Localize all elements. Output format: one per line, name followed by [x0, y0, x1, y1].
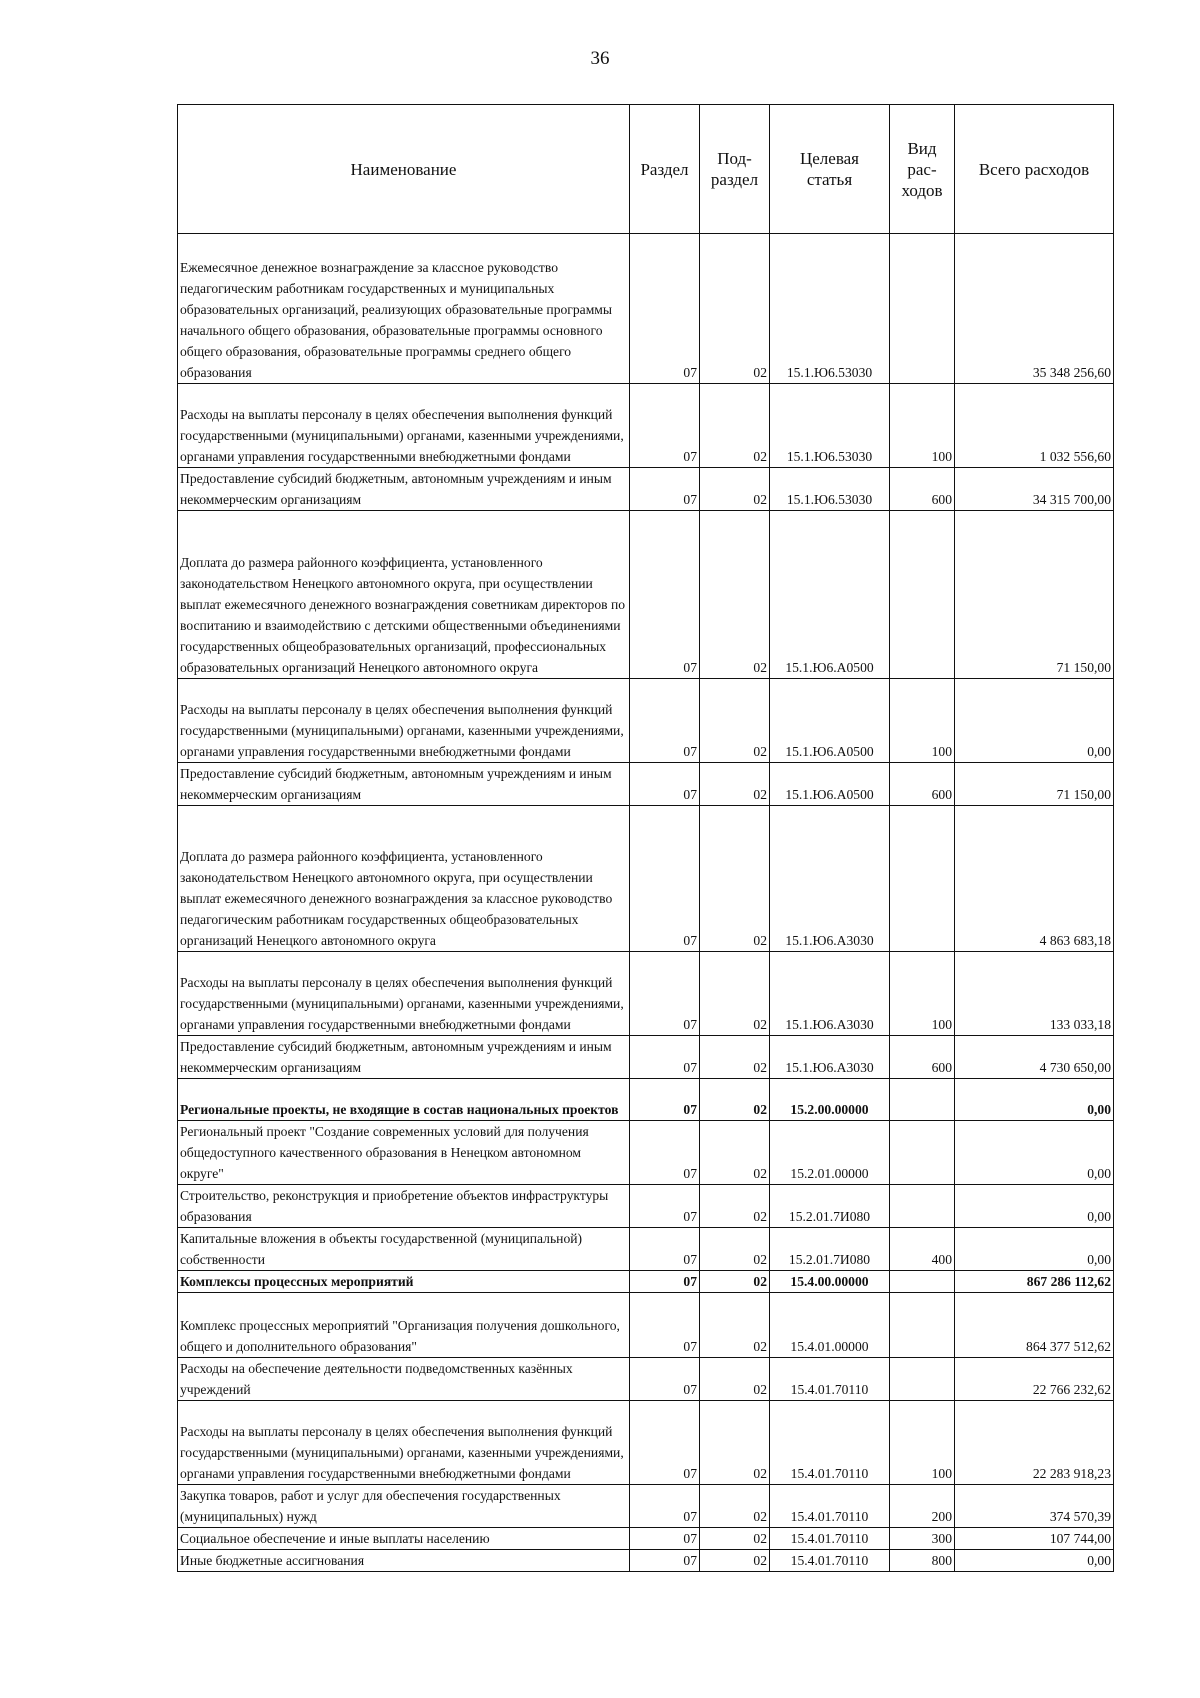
row-name-text: Предоставление субсидий бюджетным, автономным учреждениям и иным некоммерческим организациям [180, 1039, 612, 1075]
row-name [178, 1401, 630, 1485]
row-target: 15.4.01.70110 [770, 1358, 890, 1401]
header-section: Раздел [630, 105, 700, 234]
row-expense-type: 300 [890, 1528, 955, 1550]
row-name-text: Расходы на выплаты персоналу в целях обеспечения выполнения функций государственными (муниципальными) органами, казенными учреждениями, органами управления государственными внебюджетными фондами [180, 407, 624, 464]
header-total: Всего расходов [955, 105, 1114, 234]
row-target: 15.4.01.00000 [770, 1293, 890, 1358]
table-row [178, 1036, 1114, 1079]
row-name-text: Социальное обеспечение и иные выплаты населению [180, 1531, 490, 1546]
table-row [178, 1293, 1114, 1358]
row-name [178, 234, 630, 384]
row-name [178, 1036, 630, 1079]
row-subsection: 02 [700, 1228, 770, 1271]
table-row [178, 384, 1114, 468]
row-expense-type [890, 806, 955, 952]
row-section: 07 [630, 763, 700, 806]
row-name [178, 1528, 630, 1550]
row-expense-type: 100 [890, 679, 955, 763]
table-row [178, 1121, 1114, 1185]
row-target: 15.4.01.70110 [770, 1550, 890, 1572]
row-section: 07 [630, 384, 700, 468]
row-total: 107 744,00 [955, 1528, 1114, 1550]
row-subsection: 02 [700, 1079, 770, 1121]
row-name [178, 468, 630, 511]
row-subsection: 02 [700, 384, 770, 468]
row-total: 35 348 256,60 [955, 234, 1114, 384]
row-subsection: 02 [700, 806, 770, 952]
row-name [178, 1228, 630, 1271]
row-expense-type [890, 1121, 955, 1185]
header-row [178, 105, 1114, 234]
table-row [178, 806, 1114, 952]
table-body [178, 234, 1114, 1572]
row-name-text: Строительство, реконструкция и приобретение объектов инфраструктуры образования [180, 1188, 609, 1224]
row-name [178, 1121, 630, 1185]
row-name-text: Капитальные вложения в объекты государственной (муниципальной) собственности [180, 1231, 583, 1267]
table-row [178, 1079, 1114, 1121]
row-subsection: 02 [700, 1036, 770, 1079]
row-expense-type [890, 234, 955, 384]
row-total: 4 863 683,18 [955, 806, 1114, 952]
row-expense-type: 600 [890, 1036, 955, 1079]
row-subsection: 02 [700, 1528, 770, 1550]
row-expense-type [890, 1079, 955, 1121]
row-subsection: 02 [700, 1485, 770, 1528]
row-section: 07 [630, 952, 700, 1036]
row-name [178, 1271, 630, 1293]
row-name [178, 1185, 630, 1228]
row-target: 15.1.Ю6.А3030 [770, 1036, 890, 1079]
row-section: 07 [630, 511, 700, 679]
row-section: 07 [630, 1185, 700, 1228]
row-name [178, 1358, 630, 1401]
row-name [178, 1485, 630, 1528]
row-target: 15.2.01.7И080 [770, 1185, 890, 1228]
row-section: 07 [630, 234, 700, 384]
row-total: 864 377 512,62 [955, 1293, 1114, 1358]
row-expense-type: 200 [890, 1485, 955, 1528]
row-name-text: Расходы на выплаты персоналу в целях обеспечения выполнения функций государственными (муниципальными) органами, казенными учреждениями, органами управления государственными внебюджетными фондами [180, 702, 624, 759]
table-row [178, 1401, 1114, 1485]
row-name [178, 1550, 630, 1572]
row-total: 867 286 112,62 [955, 1271, 1114, 1293]
row-target: 15.4.01.70110 [770, 1528, 890, 1550]
header-expense-type: Вид рас- ходов [890, 105, 955, 234]
row-target: 15.1.Ю6.53030 [770, 234, 890, 384]
row-name-text: Закупка товаров, работ и услуг для обеспечения государственных (муниципальных) нужд [180, 1488, 561, 1524]
table-row [178, 763, 1114, 806]
row-subsection: 02 [700, 1121, 770, 1185]
row-expense-type [890, 511, 955, 679]
row-name-text: Ежемесячное денежное вознаграждение за классное руководство педагогическим работникам государственных и муниципальных образовательных организаций, реализующих образовательные программы начального общего образования, образовательные программы основного общего образования, образовательные программы среднего общего образования [180, 260, 613, 380]
row-section: 07 [630, 806, 700, 952]
row-name [178, 806, 630, 952]
row-expense-type: 100 [890, 952, 955, 1036]
row-subsection: 02 [700, 952, 770, 1036]
row-expense-type [890, 1271, 955, 1293]
row-name-text: Доплата до размера районного коэффициента, установленного законодательством Ненецкого автономного округа, при осуществлении выплат ежемесячного денежного вознаграждения советникам директоров по воспитанию и взаимодействию с детскими общественными объединениями государственных общеобразовательных организаций, профессиональных образовательных организаций Ненецкого автономного округа [180, 555, 626, 675]
row-name [178, 952, 630, 1036]
row-total: 1 032 556,60 [955, 384, 1114, 468]
row-subsection: 02 [700, 1185, 770, 1228]
row-target: 15.1.Ю6.53030 [770, 384, 890, 468]
row-name-text: Региональный проект "Создание современных условий для получения общедоступного качественного образования в Ненецком автономном округе" [180, 1124, 589, 1181]
row-total: 4 730 650,00 [955, 1036, 1114, 1079]
row-expense-type: 100 [890, 1401, 955, 1485]
row-subsection: 02 [700, 468, 770, 511]
row-subsection: 02 [700, 1550, 770, 1572]
row-name [178, 1293, 630, 1358]
row-subsection: 02 [700, 1401, 770, 1485]
row-name [178, 1079, 630, 1121]
row-subsection: 02 [700, 234, 770, 384]
row-name-text: Доплата до размера районного коэффициента, установленного законодательством Ненецкого автономного округа, при осуществлении выплат ежемесячного денежного вознаграждения за классное руководство педагогическим работникам государственных общеобразовательных организаций Ненецкого автономного округа [180, 849, 613, 948]
row-section: 07 [630, 1550, 700, 1572]
row-expense-type [890, 1358, 955, 1401]
row-total: 22 283 918,23 [955, 1401, 1114, 1485]
page-number: 36 [590, 48, 610, 69]
row-subsection: 02 [700, 1293, 770, 1358]
row-subsection: 02 [700, 1358, 770, 1401]
row-target: 15.2.00.00000 [770, 1079, 890, 1121]
row-section: 07 [630, 1401, 700, 1485]
row-subsection: 02 [700, 679, 770, 763]
row-target: 15.4.00.00000 [770, 1271, 890, 1293]
row-total: 0,00 [955, 1228, 1114, 1271]
row-name-text: Расходы на выплаты персоналу в целях обеспечения выполнения функций государственными (муниципальными) органами, казенными учреждениями, органами управления государственными внебюджетными фондами [180, 1424, 624, 1481]
table-row [178, 1358, 1114, 1401]
row-total: 34 315 700,00 [955, 468, 1114, 511]
row-target: 15.1.Ю6.А0500 [770, 763, 890, 806]
row-section: 07 [630, 1036, 700, 1079]
row-total: 0,00 [955, 679, 1114, 763]
row-name-text: Региональные проекты, не входящие в состав национальных проектов [180, 1102, 619, 1117]
row-target: 15.4.01.70110 [770, 1401, 890, 1485]
budget-table [177, 104, 1114, 1572]
row-subsection: 02 [700, 763, 770, 806]
row-name-text: Расходы на обеспечение деятельности подведомственных казённых учреждений [180, 1361, 573, 1397]
row-expense-type [890, 1293, 955, 1358]
row-name-text: Комплекс процессных мероприятий "Организация получения дошкольного, общего и дополнительного образования" [180, 1318, 620, 1354]
header-name: Наименование [178, 105, 630, 234]
row-name [178, 511, 630, 679]
row-total: 22 766 232,62 [955, 1358, 1114, 1401]
row-name [178, 679, 630, 763]
row-target: 15.2.01.7И080 [770, 1228, 890, 1271]
row-target: 15.1.Ю6.А3030 [770, 952, 890, 1036]
row-expense-type: 400 [890, 1228, 955, 1271]
row-name [178, 384, 630, 468]
row-total: 71 150,00 [955, 511, 1114, 679]
row-name-text: Иные бюджетные ассигнования [180, 1553, 365, 1568]
table-row [178, 1271, 1114, 1293]
row-total: 374 570,39 [955, 1485, 1114, 1528]
row-target: 15.1.Ю6.А3030 [770, 806, 890, 952]
header-subsection: Под- раздел [700, 105, 770, 234]
table-row [178, 234, 1114, 384]
row-section: 07 [630, 468, 700, 511]
table-row [178, 1228, 1114, 1271]
row-name-text: Предоставление субсидий бюджетным, автономным учреждениям и иным некоммерческим организациям [180, 766, 612, 802]
row-expense-type: 600 [890, 468, 955, 511]
row-section: 07 [630, 1079, 700, 1121]
row-section: 07 [630, 679, 700, 763]
row-target: 15.1.Ю6.А0500 [770, 679, 890, 763]
row-total: 0,00 [955, 1185, 1114, 1228]
table-row [178, 1485, 1114, 1528]
row-name [178, 763, 630, 806]
row-expense-type [890, 1185, 955, 1228]
header-target: Целевая статья [770, 105, 890, 234]
row-section: 07 [630, 1485, 700, 1528]
row-section: 07 [630, 1228, 700, 1271]
row-section: 07 [630, 1121, 700, 1185]
row-subsection: 02 [700, 511, 770, 679]
row-name-text: Расходы на выплаты персоналу в целях обеспечения выполнения функций государственными (муниципальными) органами, казенными учреждениями, органами управления государственными внебюджетными фондами [180, 975, 624, 1032]
row-section: 07 [630, 1293, 700, 1358]
row-total: 133 033,18 [955, 952, 1114, 1036]
row-target: 15.4.01.70110 [770, 1485, 890, 1528]
row-section: 07 [630, 1271, 700, 1293]
row-name-text: Комплексы процессных мероприятий [180, 1274, 414, 1289]
table-row [178, 1185, 1114, 1228]
table-row [178, 1528, 1114, 1550]
row-total: 0,00 [955, 1550, 1114, 1572]
row-total: 0,00 [955, 1079, 1114, 1121]
table-row [178, 1550, 1114, 1572]
row-target: 15.1.Ю6.53030 [770, 468, 890, 511]
row-expense-type: 600 [890, 763, 955, 806]
table-row [178, 679, 1114, 763]
row-subsection: 02 [700, 1271, 770, 1293]
row-section: 07 [630, 1528, 700, 1550]
table-row [178, 468, 1114, 511]
row-total: 71 150,00 [955, 763, 1114, 806]
row-expense-type: 100 [890, 384, 955, 468]
table-row [178, 952, 1114, 1036]
row-name-text: Предоставление субсидий бюджетным, автономным учреждениям и иным некоммерческим организациям [180, 471, 612, 507]
row-target: 15.2.01.00000 [770, 1121, 890, 1185]
row-expense-type: 800 [890, 1550, 955, 1572]
row-target: 15.1.Ю6.А0500 [770, 511, 890, 679]
row-total: 0,00 [955, 1121, 1114, 1185]
row-section: 07 [630, 1358, 700, 1401]
table-row [178, 511, 1114, 679]
